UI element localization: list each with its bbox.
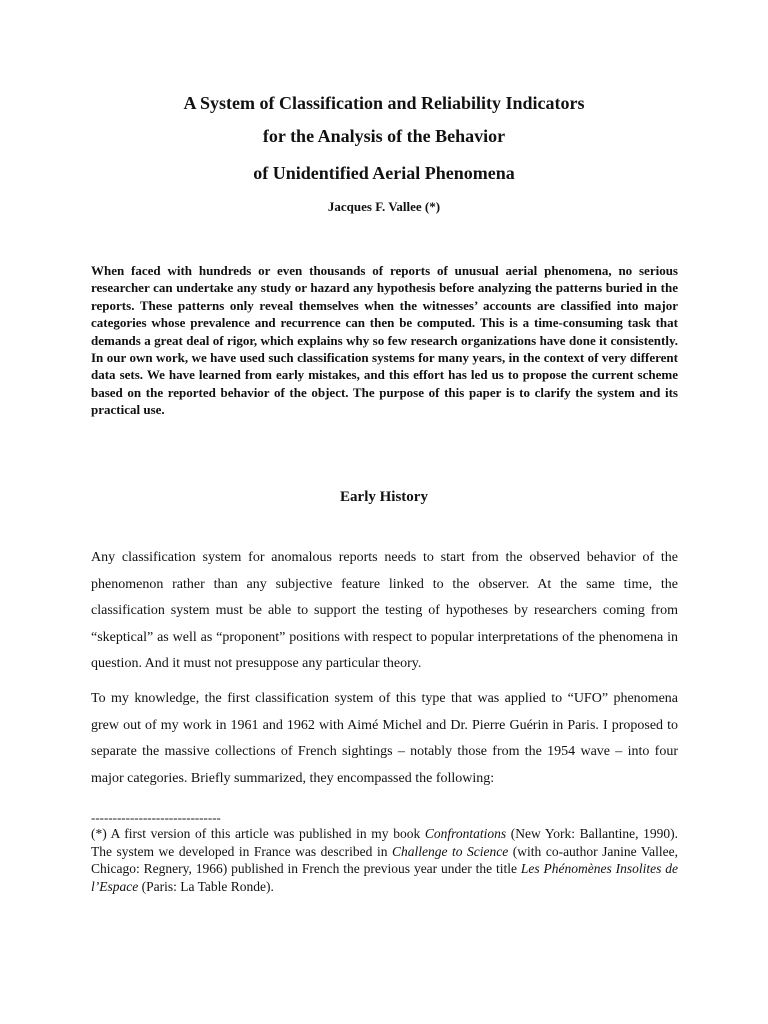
body-paragraph-2: To my knowledge, the first classification system of this type that was applied to “UFO” phenomena grew out of my work in 1961 and 1962 with Aimé Michel and Dr. Pierre Guérin in Paris. I proposed to separate the massive collections of French sightings – notably those from the 1954 wave – into four major categories. Briefly summarized, they encompassed the following: [91,691,678,786]
footnote-text-1: (*) A first version of this article was published in my book [91,826,425,841]
abstract-paragraph: When faced with hundreds or even thousands of reports of unusual aerial phenomena, no serious researcher can undertake any study or hazard any hypothesis before analyzing the patterns buried in the reports. These patterns only reveal themselves when the witnesses’ accounts are classified into major categories whose prevalence and recurrence can then be computed. This is a time-consuming task that demands a great deal of rigor, which explains why so few research organizations have done it consistently. In our own work, we have used such classification systems for many years, in the context of very different data sets. We have learned from early mistakes, and this effort has led us to propose the current scheme based on the reported behavior of the object. The purpose of this paper is to clarify the system and its practical use. [91,263,678,418]
body-paragraph-1: Any classification system for anomalous reports needs to start from the observed behavior of the phenomenon rather than any subjective feature linked to the observer. At the same time, the classification system must be able to support the testing of hypotheses by researchers coming from “skeptical” as well as “proponent” positions with respect to popular interpretations of the phenomena in question. And it must not presuppose any particular theory. [91,550,678,671]
footnote-book-title-1: Confrontations [424,826,507,841]
title-line-1: A System of Classification and Reliability Indicators [183,93,585,113]
title-line-2: for the Analysis of the Behavior [262,126,506,146]
footnote-text-3: (with co-author Janine Vallee, Chicago: Regnery, 1966) published in French the previous year under the title [91,843,678,877]
footnote-book-title-3: Les Phénomènes Insolites de l’Espace [91,861,678,894]
author-line: Jacques F. Vallee (*) [327,199,441,214]
footnote-separator: ------------------------------ [91,810,221,825]
footnote-text-4: (Paris: La Table Ronde). [138,878,274,894]
title-line-3: of Unidentified Aerial Phenomena [253,163,515,183]
footnote-book-title-2: Challenge to Science [391,843,509,859]
footnote-text-2: (New York: Ballantine, 1990). The system we developed in France was described in [91,826,678,859]
section-heading: Early History [340,489,428,505]
footnote [91,825,678,895]
